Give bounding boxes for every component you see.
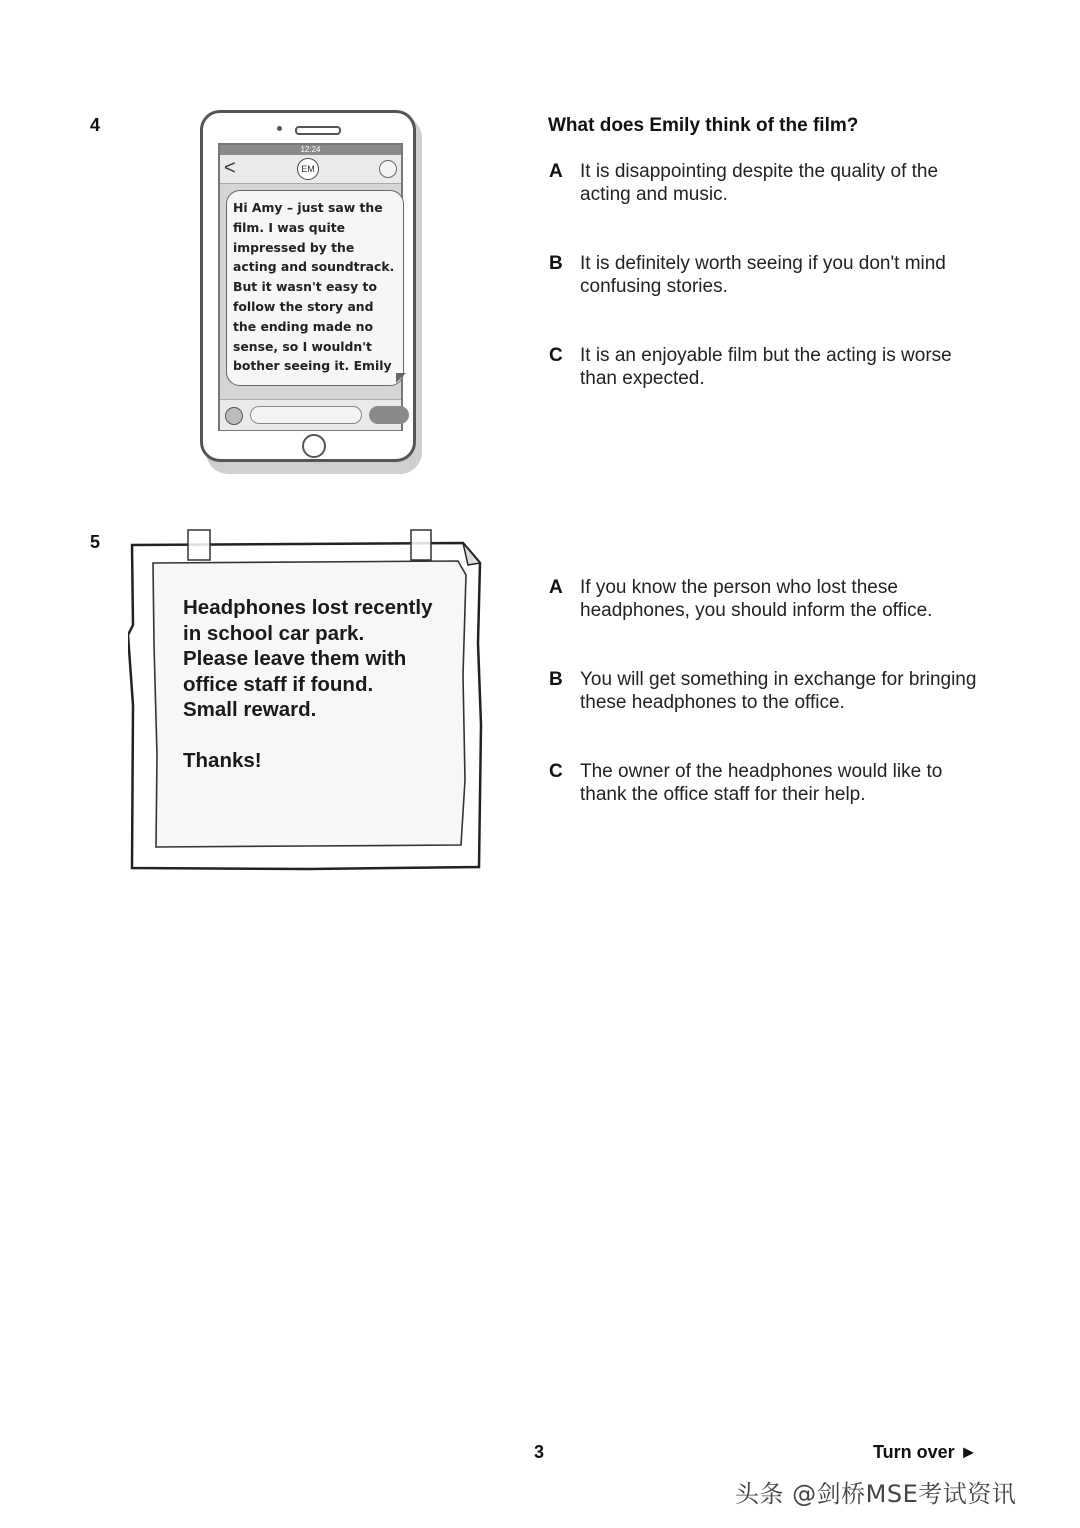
question-4-prompt: What does Emily think of the film? xyxy=(548,115,859,136)
option-text: It is an enjoyable film but the acting is worse than expected. xyxy=(580,345,952,389)
page-number: 3 xyxy=(534,1442,545,1462)
home-button-icon xyxy=(302,434,326,458)
message-text-field xyxy=(250,406,362,424)
option-text: It is definitely worth seeing if you don't mind confusing stories. xyxy=(580,253,946,297)
option-letter: A xyxy=(549,577,563,598)
tape-right xyxy=(411,530,431,560)
option-letter: B xyxy=(549,253,563,274)
camera-icon xyxy=(225,407,243,425)
bubble-tail xyxy=(396,373,406,383)
phone-illustration xyxy=(200,110,425,476)
contact-avatar: EM xyxy=(297,158,319,180)
question-number-4: 4 xyxy=(90,115,101,135)
option-letter: C xyxy=(549,345,563,366)
phone-body xyxy=(200,110,416,462)
front-camera-icon xyxy=(277,126,282,131)
option-letter: B xyxy=(549,669,563,690)
option-text: It is disappointing despite the quality of the acting and music. xyxy=(580,161,939,205)
tape-left xyxy=(188,530,210,560)
send-button xyxy=(369,406,409,424)
speaker-grille xyxy=(295,126,341,135)
question-number-5: 5 xyxy=(90,532,101,552)
chat-header xyxy=(220,155,401,184)
phone-screen xyxy=(218,143,403,431)
option-letter: C xyxy=(549,761,563,782)
option-text: If you know the person who lost these headphones, you should inform the office. xyxy=(580,577,933,621)
option-text: You will get something in exchange for bringing these headphones to the office. xyxy=(580,669,977,713)
status-bar-time: 12:24 xyxy=(220,145,401,155)
back-arrow-icon: < xyxy=(224,157,236,179)
watermark: 头条 @剑桥MSE考试资讯 xyxy=(735,1480,1017,1508)
contact-info-icon xyxy=(379,160,397,178)
turn-over-label: Turn over ► xyxy=(873,1442,978,1462)
message-input-bar xyxy=(220,399,401,430)
option-text: The owner of the headphones would like to thank the office staff for their help. xyxy=(580,761,943,805)
notice-text: Headphones lost recently in school car park. Please leave them with office staff if found. Small reward. Thanks! xyxy=(183,596,433,772)
notice-sign xyxy=(128,525,488,875)
option-letter: A xyxy=(549,161,563,182)
message-bubble: Hi Amy – just saw the film. I was quite impressed by the acting and soundtrack. But it wasn't easy to follow the story and the ending made no sense, so I wouldn't bother seeing it. Emily xyxy=(226,190,404,386)
